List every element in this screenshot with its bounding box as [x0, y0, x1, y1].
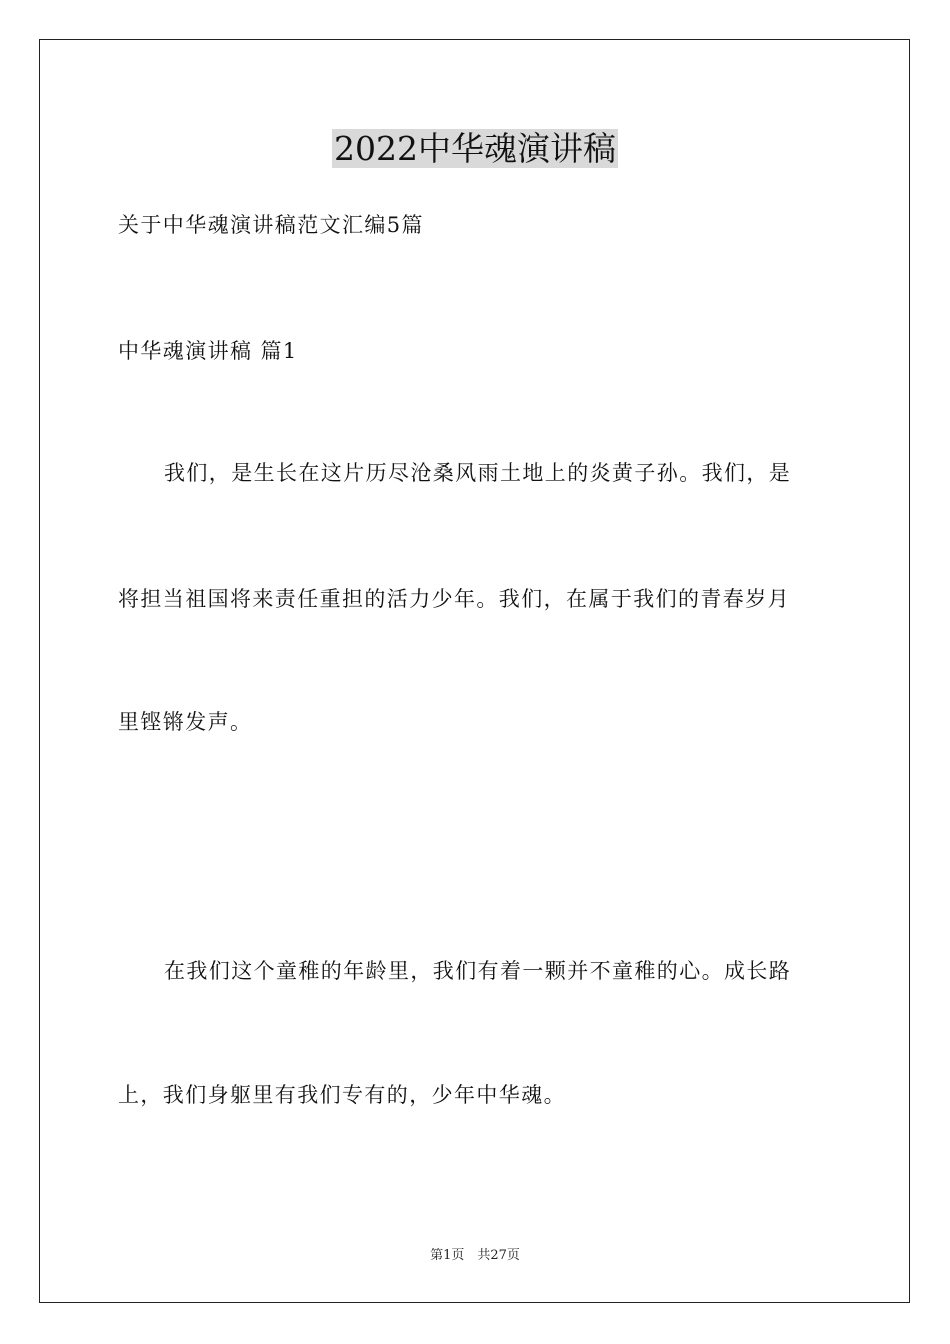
paragraph-2-line-2: 上，我们身躯里有我们专有的，少年中华魂。: [118, 1083, 566, 1107]
document-subtitle: 关于中华魂演讲稿范文汇编5篇: [118, 213, 424, 237]
document-title: [0, 126, 950, 172]
page-footer: 第1页 共27页: [430, 1248, 520, 1263]
paragraph-1-line-2: 将担当祖国将来责任重担的活力少年。我们，在属于我们的青春岁月: [118, 587, 790, 611]
paragraph-1-line-3: 里铿锵发声。: [118, 710, 253, 734]
section-heading: 中华魂演讲稿 篇1: [118, 339, 298, 363]
paragraph-1-line-1: 我们，是生长在这片历尽沧桑风雨土地上的炎黄子孙。我们，是: [164, 461, 792, 485]
paragraph-2-line-1: 在我们这个童稚的年龄里，我们有着一颗并不童稚的心。成长路: [164, 959, 792, 983]
document-title-text: 2022中华魂演讲稿: [334, 129, 616, 168]
